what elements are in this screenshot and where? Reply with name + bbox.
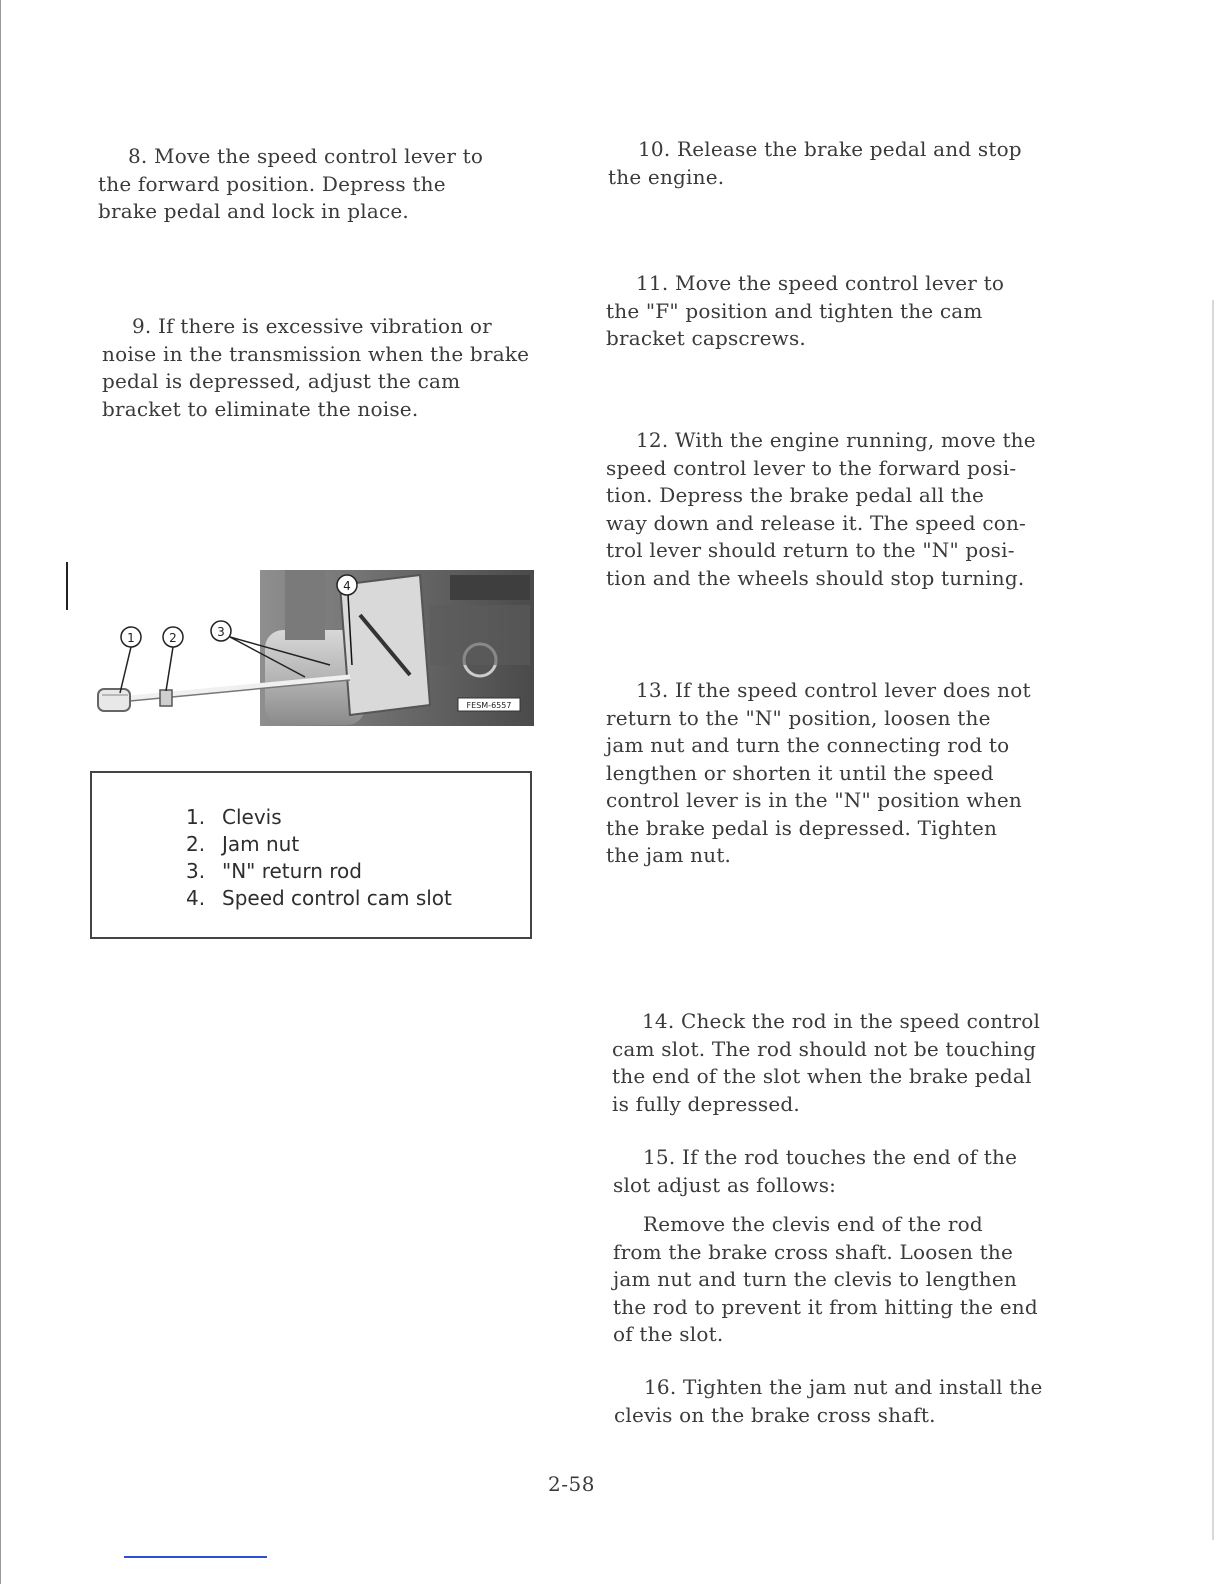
legend-item-number: 4. — [186, 886, 206, 910]
legend-item-number: 3. — [186, 859, 206, 883]
callout-2-leader — [166, 647, 173, 691]
step-15-detail-line: of the slot. — [613, 1322, 724, 1346]
step-13-line: the brake pedal is depressed. Tighten — [606, 815, 998, 840]
step-12-line: tion and the wheels should stop turning. — [606, 565, 1025, 590]
jam-nut-shape — [160, 690, 172, 706]
step-9-line: noise in the transmission when the brake — [102, 341, 530, 366]
step-12-line: tion. Depress the brake pedal all the — [606, 483, 985, 507]
step-13-line: lengthen or shorten it until the speed — [606, 760, 994, 785]
step-15-line: 15. If the rod touches the end of the — [643, 1145, 1018, 1169]
step-15-line: slot adjust as follows: — [613, 1172, 837, 1197]
step-15-paragraph — [613, 1144, 1017, 1199]
step-15-detail-line: from the brake cross shaft. Loosen the — [613, 1239, 1014, 1264]
step-14-line: cam slot. The rod should not be touching — [612, 1036, 1037, 1061]
legend-item — [186, 885, 452, 912]
legend-item-text: Clevis — [222, 805, 282, 829]
engine-part-shape — [450, 575, 530, 600]
step-13-line: return to the "N" position, loosen the — [606, 705, 991, 730]
step-10-line: the engine. — [608, 164, 725, 189]
page-edge-right — [1212, 300, 1214, 1540]
step-13-line: the jam nut. — [606, 843, 732, 867]
step-9-line: bracket to eliminate the noise. — [102, 396, 419, 421]
step-12-line: 12. With the engine running, move the — [636, 428, 1036, 452]
step-8-line: the forward position. Depress the — [98, 171, 446, 196]
step-10-line: 10. Release the brake pedal and stop — [638, 137, 1022, 161]
step-9-line: pedal is depressed, adjust the cam — [102, 369, 461, 393]
step-15-detail-paragraph — [613, 1211, 1038, 1349]
callout-4-label: 4 — [343, 579, 351, 593]
page-number: 2-58 — [548, 1472, 595, 1496]
legend-item — [186, 831, 452, 858]
step-9-line: 9. If there is excessive vibration or — [132, 314, 492, 338]
callout-2-label: 2 — [169, 631, 177, 645]
step-13-line: control lever is in the "N" position when — [606, 788, 1022, 812]
engine-shadow-shape — [430, 605, 530, 665]
legend-item-text: Jam nut — [222, 832, 300, 856]
step-12-line: way down and release it. The speed con- — [606, 510, 1027, 535]
step-14-paragraph — [612, 1008, 1040, 1118]
margin-mark — [66, 562, 68, 610]
step-15-detail-line: jam nut and turn the clevis to lengthen — [613, 1267, 1017, 1291]
figure-legend — [90, 771, 532, 939]
step-16-paragraph — [614, 1374, 1043, 1429]
legend-item — [186, 804, 452, 831]
step-8-paragraph — [98, 143, 483, 226]
legend-list — [186, 804, 452, 912]
step-16-line: 16. Tighten the jam nut and install the — [644, 1375, 1043, 1399]
bracket-shape — [285, 570, 325, 640]
callout-1-label: 1 — [127, 631, 135, 645]
step-9-paragraph — [102, 313, 529, 423]
step-10-paragraph — [608, 136, 1022, 191]
legend-item-text: "N" return rod — [222, 859, 362, 883]
step-13-line: 13. If the speed control lever does not — [636, 678, 1031, 702]
step-12-line: speed control lever to the forward posi- — [606, 455, 1017, 480]
page-edge-left — [0, 0, 1, 1584]
step-16-line: clevis on the brake cross shaft. — [614, 1402, 936, 1427]
bottom-underline-mark — [124, 1556, 267, 1558]
clevis-shape — [98, 689, 130, 711]
step-14-line: 14. Check the rod in the speed control — [642, 1009, 1041, 1033]
linkage-photo — [90, 565, 536, 730]
step-8-line: 8. Move the speed control lever to — [128, 144, 484, 168]
legend-item-number: 1. — [186, 805, 206, 829]
step-15-detail-line: Remove the clevis end of the rod — [643, 1212, 983, 1236]
step-14-line: is fully depressed. — [612, 1091, 800, 1116]
step-11-line: bracket capscrews. — [606, 326, 806, 350]
linkage-photo-figure — [90, 565, 536, 730]
callout-3-label: 3 — [217, 625, 225, 639]
legend-item — [186, 858, 452, 885]
step-11-paragraph — [606, 270, 1004, 353]
step-14-line: the end of the slot when the brake pedal — [612, 1064, 1032, 1088]
step-13-line: jam nut and turn the connecting rod to — [606, 733, 1010, 757]
step-13-paragraph — [606, 677, 1031, 870]
callout-1-leader — [120, 647, 131, 693]
photo-label: FESM-6557 — [466, 701, 512, 710]
legend-item-text: Speed control cam slot — [222, 886, 452, 910]
step-11-line: the "F" position and tighten the cam — [606, 298, 983, 323]
step-11-line: 11. Move the speed control lever to — [636, 271, 1005, 295]
step-15-detail-line: the rod to prevent it from hitting the end — [613, 1294, 1038, 1319]
legend-item-number: 2. — [186, 832, 206, 856]
step-8-line: brake pedal and lock in place. — [98, 199, 409, 223]
step-12-paragraph — [606, 427, 1036, 592]
step-12-line: trol lever should return to the "N" posi- — [606, 538, 1015, 562]
